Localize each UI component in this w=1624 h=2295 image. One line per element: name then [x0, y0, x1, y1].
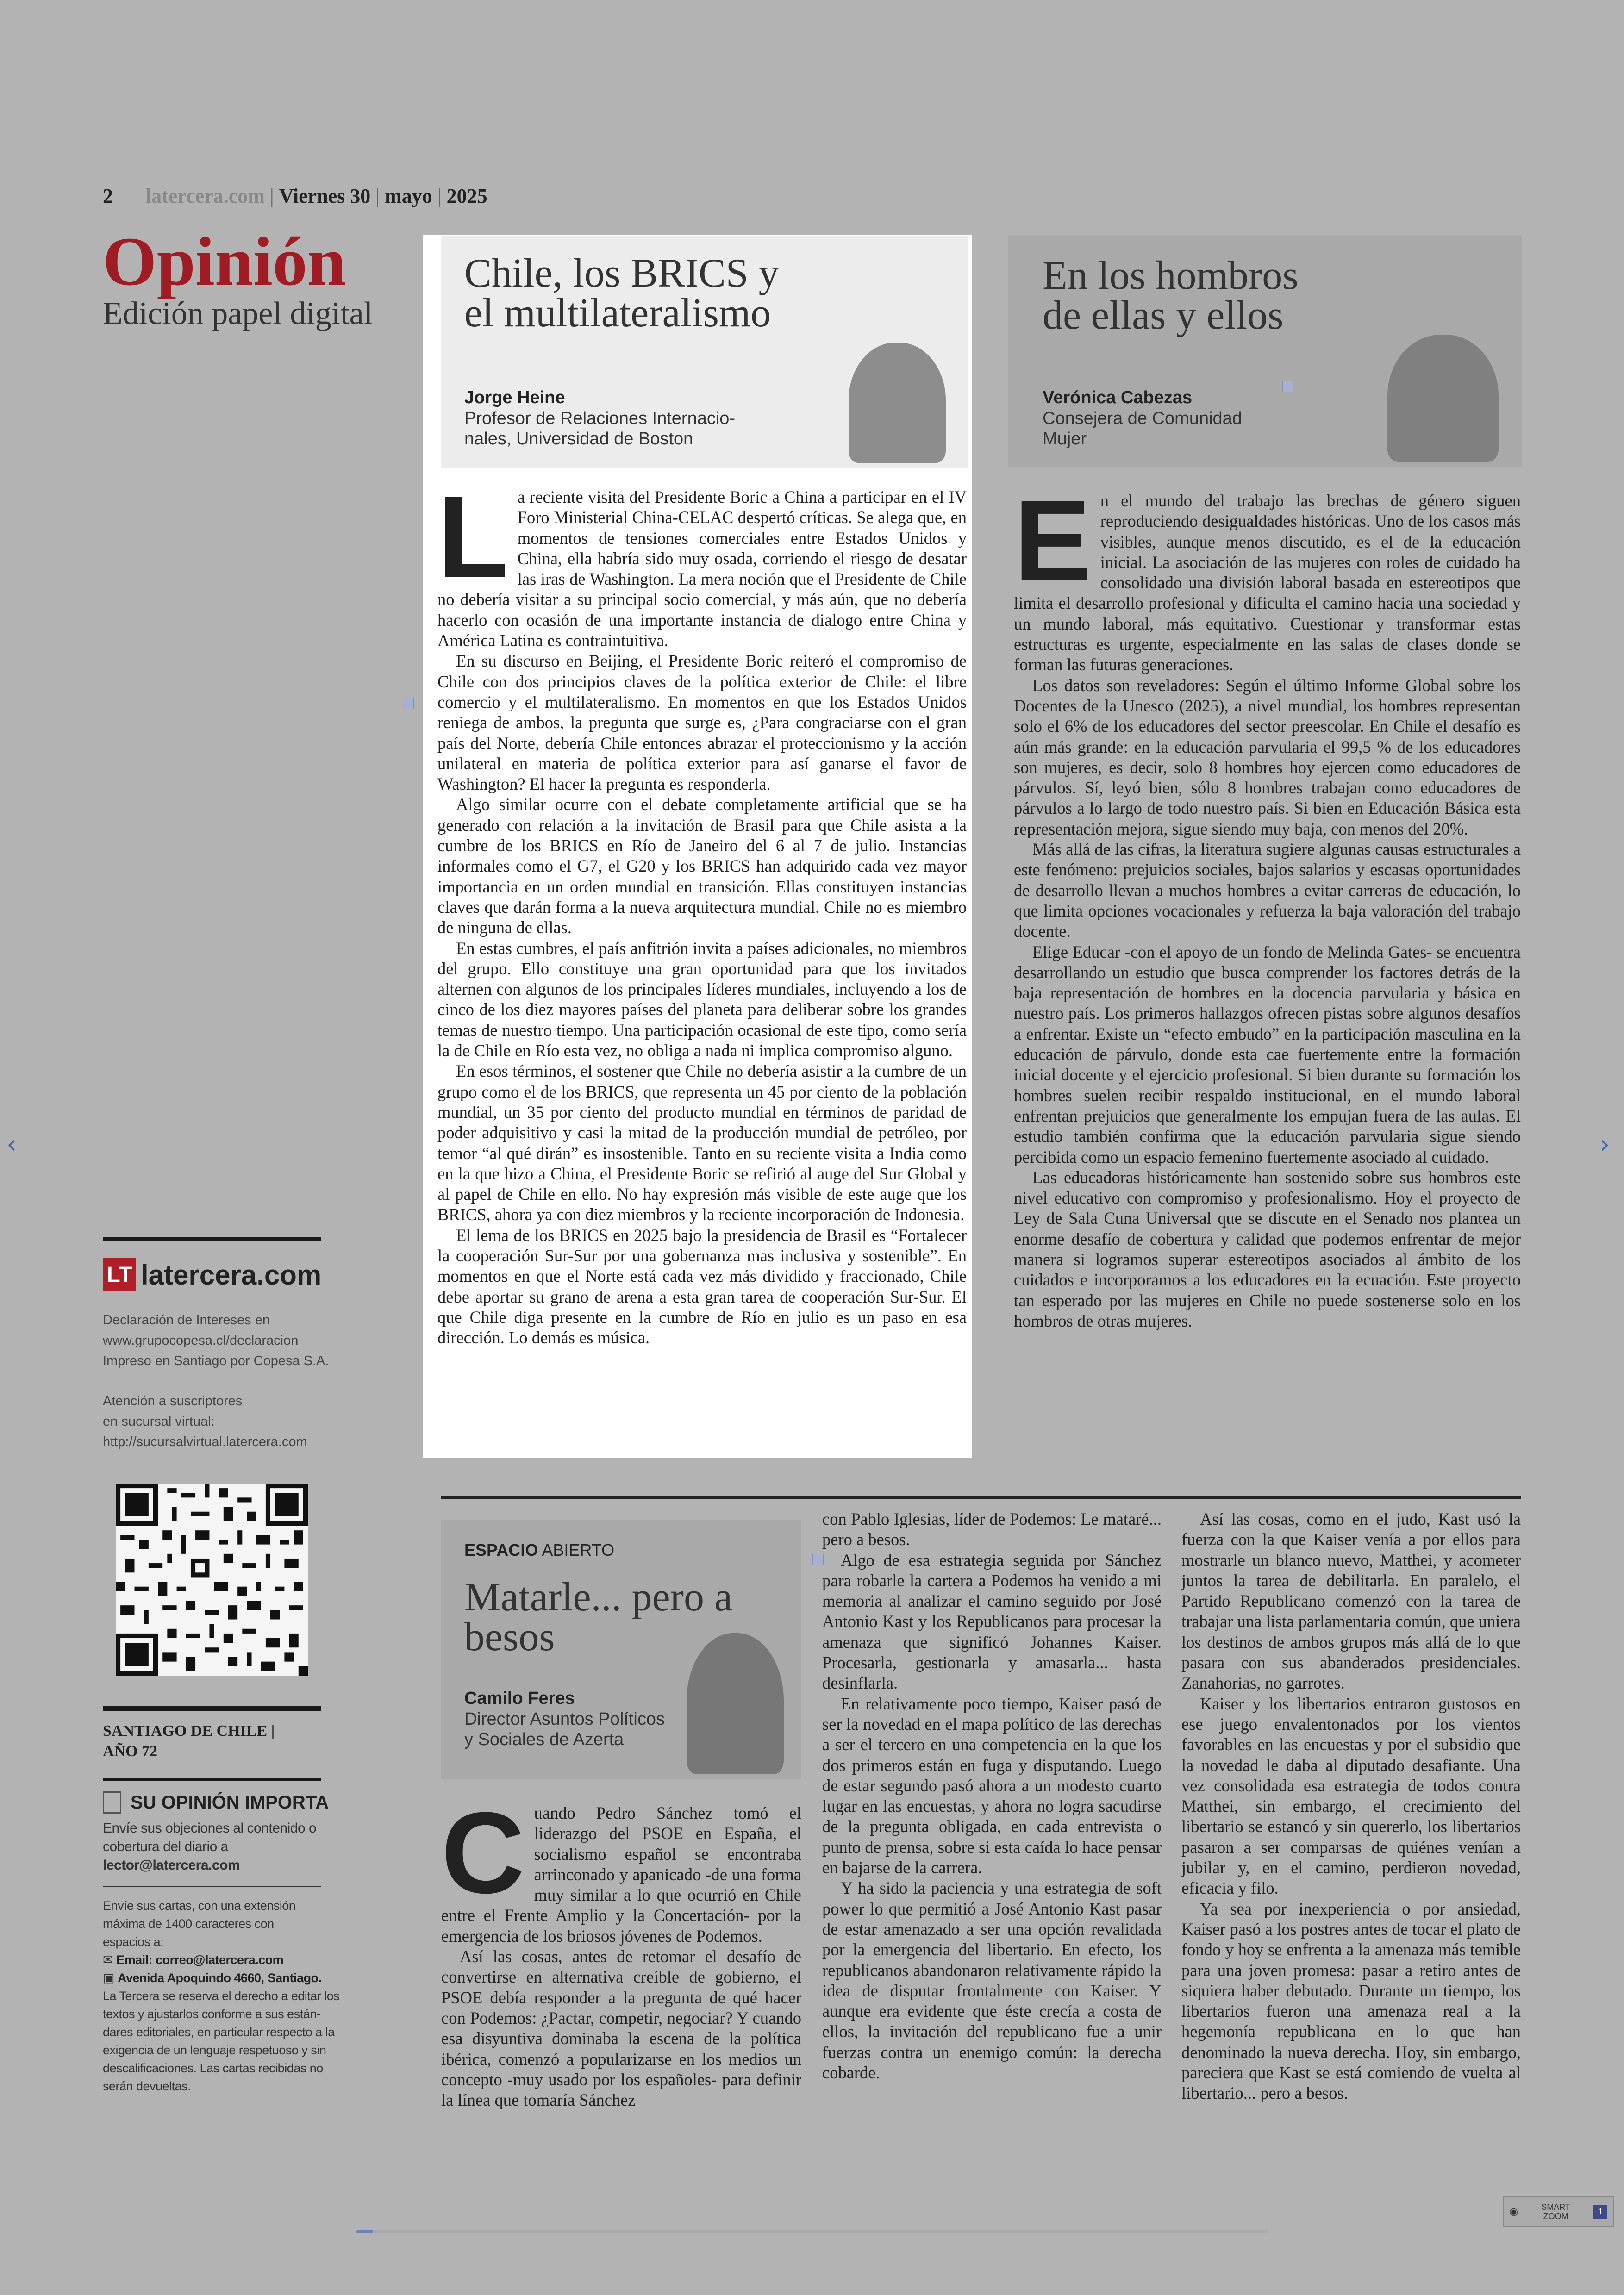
article-1-header	[441, 236, 968, 468]
qr-code-image	[116, 1484, 308, 1676]
smart-zoom-line: SMART	[1541, 2202, 1570, 2212]
role-line: nales, Universidad de Boston	[464, 429, 693, 449]
subscribers-line: en sucursal virtual:	[103, 1414, 215, 1429]
article-3-paragraph: En relativamente poco tiempo, Kaiser pasó de ser la novedad en el mapa político de las derechas a ser el tercero en una competencia en la que los dos primeros están en fuga y disputando. Luego de estar segundo pasó ahora a un modesto cuarto lugar en las encuestas, y ahora no logra sacudirse de la pregunta obligada, en cada entrevista o punto de prensa, sobre si esta caída lo hace pensar en bajarse de la carrera.	[822, 1694, 1162, 1877]
kicker-bold: ESPACIO	[464, 1540, 538, 1559]
title-line: En los hombros	[1043, 253, 1299, 298]
city-line: SANTIAGO DE CHILE |	[103, 1722, 275, 1740]
letters-line: máxima de 1400 caracteres con	[103, 1917, 274, 1931]
author-portrait-heine	[849, 343, 946, 463]
section-title: Opinión	[103, 223, 346, 300]
article-1-role	[464, 408, 735, 449]
qr-code	[116, 1484, 308, 1676]
declaration-link[interactable]: www.grupocopesa.cl/declaracion	[103, 1333, 299, 1348]
opinion-title	[103, 1791, 329, 1814]
article-2-author: Verónica Cabezas	[1043, 388, 1193, 407]
article-3-role	[464, 1709, 665, 1750]
scrollbar-thumb[interactable]	[356, 2230, 373, 2233]
article-1-body	[437, 472, 967, 1348]
horizontal-scrollbar[interactable]	[356, 2230, 1268, 2233]
declaration-line: Impreso en Santiago por Copesa S.A.	[103, 1353, 329, 1368]
article-2-paragraph: Los datos son reveladores: Según el último Informe Global sobre los Docentes de la Unesco (2025), a nivel mundial, los hombres representan solo el 6% de los educadores del sector preescolar. En Chile el desafío es aún más grande: en la educación parvularia el 99,5 % de los educadores son mujeres, es decir, solo 8 hombres hoy ejercen como educadores de párvulos. Sí, leyó bien, sólo 8 hombres trabajan como educadores de párvulos a lo largo de todo nuestro país. Si bien en Educación Básica esta representación mejora, sigue siendo muy baja, con menos del 20%.	[1014, 675, 1521, 838]
article-3-paragraph: Así las cosas, antes de retomar el desafío de convertirse en alternativa creíble de gobierno, el PSOE debía responder a la pregunta de qué hacer con Podemos: ¿Pactar, competir, negociar? Y cuando esa disyuntiva dominaba la escena de la política ibérica, comenzó a popularizarse en los medios un concepto -muy usado por los españoles- para definir la línea que tomaría Sánchez	[441, 1947, 801, 2110]
mail-icon: ✉	[103, 1953, 117, 1967]
role-line: Consejera de Comunidad	[1043, 409, 1242, 428]
annotation-marker[interactable]	[1282, 381, 1293, 392]
author-portrait-feres	[687, 1633, 784, 1774]
page-number: 2	[103, 185, 113, 207]
left-rule-thin	[103, 1886, 321, 1887]
left-rule-mid	[103, 1706, 321, 1711]
article-2-header	[1008, 235, 1522, 467]
article-3-author: Camilo Feres	[464, 1689, 575, 1708]
folio-year: 2025	[446, 185, 487, 207]
article-3-title	[464, 1575, 733, 1659]
section-subtitle: Edición papel digital	[103, 296, 373, 331]
article-1-paragraph: El lema de los BRICS en 2025 bajo la presidencia de Brasil es “Fortalecer la cooperación Sur-Sur por una gobernanza mas inclusiva y sostenible”. En momentos en que el Norte está cada vez más dividido y fraccionado, Chile debe aportar su grano de arena a esta gran tarea de cooperación Sur-Sur. El que Chile diga presente en la cumbre de Río en julio es un paso en esa dirección. Lo demás es música.	[437, 1225, 967, 1347]
rights-line: textos y ajustarlos conforme a sus están-	[103, 2007, 321, 2021]
article-2-paragraph: Más allá de las cifras, la literatura sugiere algunas causas estructurales a este fenómeno: prejuicios sociales, bajos salarios y escasas oportunidades de desarrollo llevan a muchos hombres a evitar carreras de educación, lo que limita opciones vocacionales y refuerza la baja valoración del trabajo docente.	[1014, 840, 1521, 941]
article-2-role	[1043, 408, 1242, 449]
letters-email-link[interactable]: Email: correo@latercera.com	[116, 1953, 284, 1967]
article-3-paragraph: Ya sea por inexperiencia o por ansiedad, Kaiser pasó a los postres antes de tocar el plato de fondo y hoy se enfrenta a la amenaza más temible para una joven promesa: pasar a retiro antes de siquiera haber debutado. Durante un tiempo, los libertarios fueron una amenaza real a la hegemonía republicana en lo que han denominado la nueva derecha. Hoy, sin embargo, pareciera que Kast se está comiendo de vuelta al libertario... pero a besos.	[1181, 1899, 1521, 2103]
article-3-lead: uando Pedro Sánchez tomó el liderazgo del PSOE en España, el socialismo español se encontraba arrinconado y apanicado -de una forma muy similar a lo que ocurrió en Chile entre el Frente Amplio y la Concertación- por la emergencia de los briosos jóvenes de Podemos.	[441, 1803, 801, 1946]
left-rule-low	[103, 1778, 321, 1781]
article-3-continuation: con Pablo Iglesias, líder de Podemos: Le mataré... pero a besos.	[822, 1509, 1162, 1549]
opinion-info	[103, 1819, 316, 1875]
opinion-line: Envíe sus objeciones al contenido o	[103, 1821, 317, 1836]
article-2-body	[1014, 476, 1521, 1331]
rights-line: serán devueltas.	[103, 2079, 191, 2093]
subscribers-block	[103, 1391, 307, 1452]
opinion-email-link[interactable]: lector@latercera.com	[103, 1858, 240, 1873]
article-3-paragraph: Kaiser y los libertarios entraron gustosos en ese juego envalentonados por los vientos favorables en las encuestas y por el subsidio que la novedad le daba al diputado desafiante. Una vez consolidada esa estrategia de todos contra Matthei, sin embargo, el crecimiento del libertario se estancó y sin quererlo, los libertarios pasaron a ser comparsas de quiénes venían a jubilar y, en el camino, perdieron novedad, eficacia y filo.	[1181, 1694, 1521, 1898]
section-divider	[441, 1496, 1521, 1499]
lt-logo-mark: LT	[103, 1258, 136, 1291]
role-line: Profesor de Relaciones Internacio-	[464, 409, 736, 428]
title-line: el multilateralismo	[464, 291, 771, 336]
annotation-marker[interactable]	[812, 1554, 824, 1565]
article-3-col-3	[1181, 1509, 1521, 2104]
opinion-line: cobertura del diario a	[103, 1839, 228, 1854]
zoom-page-indicator: 1	[1593, 2205, 1607, 2219]
article-3-paragraph: Así las cosas, como en el judo, Kast usó la fuerza con la que Kaiser venía a por ellos para mostrarle un blanco nuevo, Matthei, y acometer juntos la tarea de debilitarla. En paralelo, el Partido Republicano comenzó con la tarea de trabajar una lista parlamentaria común, que uniera los destinos de ambos grupos más allá de lo que pasara con sus abanderados presidenciales. Zanahorias, no garrotes.	[1181, 1509, 1521, 1693]
left-rule-top	[103, 1237, 321, 1241]
eye-icon: ◉	[1509, 2206, 1518, 2218]
article-2-dropcap: E	[1014, 476, 1091, 605]
subscribers-line: Atención a suscriptores	[103, 1394, 243, 1409]
title-line: Chile, los BRICS y	[464, 251, 779, 296]
opinion-title-text: SU OPINIÓN IMPORTA	[131, 1792, 329, 1813]
year-line: AÑO 72	[103, 1743, 158, 1760]
letters-line: espacios a:	[103, 1935, 164, 1949]
lt-logo-name: latercera.com	[141, 1259, 322, 1291]
prev-page-button[interactable]: ‹	[6, 1129, 17, 1160]
subscribers-link[interactable]: http://sucursalvirtual.latercera.com	[103, 1434, 307, 1449]
city-block	[103, 1721, 275, 1762]
article-3-paragraph: Algo de esa estrategia seguida por Sánchez para robarle la cartera a Podemos ha venido a mi memoria al analizar el camino seguido por José Antonio Kast y los Republicanos para procesar la amenaza que significó Johannes Kaiser. Procesarla, gestionarla y amasarla... hasta desinflarla.	[822, 1550, 1162, 1693]
next-page-button[interactable]: ›	[1599, 1129, 1610, 1160]
document-icon	[103, 1791, 121, 1814]
role-line: Mujer	[1043, 429, 1087, 449]
title-line: de ellas y ellos	[1043, 293, 1284, 338]
article-1-paragraph: Algo similar ocurre con el debate completamente artificial que se ha generado con relación a la invitación de Brasil para que Chile asista a la cumbre de los BRICS en Río de Janeiro del 6 al 7 de julio. Instancias informales como el G7, el G20 y los BRICS han adquirido cada vez mayor importancia en un orden mundial en transición. Ellas constituyen instancias claves que darán forma a la nueva arquitectura mundial. Chile no es miembro de ninguna de ellas.	[437, 795, 967, 937]
article-3-col-2	[822, 1509, 1162, 2083]
folio: 2 latercera.com | Viernes 30 | mayo | 2025	[103, 185, 487, 207]
rights-line: descalificaciones. Las cartas recibidas no	[103, 2061, 323, 2075]
role-line: Director Asuntos Políticos	[464, 1709, 665, 1729]
article-1-lead: a reciente visita del Presidente Boric a China a participar en el IV Foro Ministerial China-CELAC despertó críticas. Se alega que, en momentos de tensiones comerciales entre Estados Unidos y China, ella habría sido muy osada, corriendo el riesgo de desatar las iras de Washington. La mera noción que el Presidente de Chile no debería visitar a su principal socio comercial, y más aún, que no debería hacerlo con ocasión de una importante instancia de dialogo entre China y América Latina es contraintuitiva.	[437, 487, 967, 650]
declaration-block	[103, 1310, 329, 1371]
article-1-title	[464, 251, 779, 336]
article-2-paragraph: Las educadoras históricamente han sostenido sobre sus hombros este nivel educativo con compromiso y profesionalismo. Hoy el proyecto de Ley de Sala Cuna Universal que se discute en el Senado nos plantea un enorme desafío de cobertura y calidad que podemos enfrentar de mejor manera si logramos superar estereotipos asociados al ámbito de los cuidados e incorporamos a los educadores en la ecuación. Este proyecto tan esperado por las mujeres en Chile no puede sostenerse solo en los hombros de otras mujeres.	[1014, 1167, 1521, 1330]
author-portrait-cabezas	[1387, 335, 1499, 462]
article-1-paragraph: En esos términos, el sostener que Chile no debería asistir a la cumbre de un grupo como el de los BRICS, que representa un 45 por ciento de la población mundial, un 35 por ciento del producto mundial en términos de paridad de poder adquisitivo y casi la mitad de la producción mundial de petróleo, por temor “al qué dirán” es insostenible. Tanto en su reciente visita a India como en la que hizo a China, el Presidente Boric se refirió al auge del Sur Global y al papel de Chile en ello. No hay expresión más visible de este auge que los BRICS, ahora ya con diez miembros y la reciente incorporación de Indonesia.	[437, 1061, 967, 1224]
declaration-line: Declaración de Intereses en	[103, 1313, 270, 1328]
role-line: y Sociales de Azerta	[464, 1730, 624, 1749]
article-3-paragraph: Y ha sido la paciencia y una estrategia de soft power lo que permitió a José Antonio Kast pasar de estar amenazado a ser una opción revalidada por la emergencia del libertario. En efecto, los republicanos abandonaron relativamente rápido la idea de disputar frontalmente con Kaiser. Y aunque era evidente que éste crecía a costa de ellos, la invitación del republicano fue a unir fuerzas contra un enemigo común: la derecha cobarde.	[822, 1878, 1162, 2083]
article-2-title	[1043, 253, 1299, 338]
mailbox-icon: ▣	[103, 1971, 118, 1985]
title-line: Matarle... pero a	[464, 1575, 733, 1620]
article-3-header	[441, 1520, 801, 1779]
site-name: latercera.com	[146, 185, 265, 207]
folio-month: mayo	[385, 185, 432, 207]
article-3-col-1	[441, 1788, 801, 2110]
rights-line: La Tercera se reserva el derecho a editar los	[103, 1989, 340, 2003]
rights-line: exigencia de un lenguaje respetuoso y sin	[103, 2043, 326, 2057]
title-line: besos	[464, 1615, 555, 1659]
article-3-dropcap: C	[441, 1788, 525, 1917]
article-2-paragraph: Elige Educar -con el apoyo de un fondo de Melinda Gates- se encuentra desarrollando un estudio que busca comprender los factores detrás de la baja representación de hombres en la docencia parvularia y básica en nuestro país. Los primeros hallazgos ofrecen pistas sobre algunos desafíos a enfrentar. Existe un “efecto embudo” en la participación masculina en la educación de párvulo, donde esta cae fuertemente entre la formación inicial docente y el ejercicio profesional. Si bien durante su formación los hombres suelen recibir respaldo institucional, en el mundo laboral enfrentan prejuicios que generalmente los empujan fuera de las aulas. El estudio también confirma que la educación parvularia sigue siendo percibida como un espacio femenino fuertemente asociado al cuidado.	[1014, 942, 1521, 1166]
folio-day: Viernes 30	[279, 185, 371, 207]
article-1-author: Jorge Heine	[464, 388, 565, 407]
latercera-logo	[103, 1258, 321, 1291]
letters-info	[103, 1897, 339, 2095]
letters-address: Avenida Apoquindo 4660, Santiago.	[118, 1971, 322, 1985]
annotation-marker[interactable]	[403, 698, 414, 709]
smart-zoom-label	[1541, 2202, 1570, 2221]
article-1-paragraph: En estas cumbres, el país anfitrión invita a países adicionales, no miembros del grupo. Ello constituye una gran oportunidad para que los invitados alternen con algunos de los principales líderes mundiales, incluyendo a los de cinco de los diez mayores países del planeta para deliberar sobre los grandes temas de nuestro tiempo. Una participación ocasional de este tipo, como sería la de Chile en Río esta vez, no obliga a nada ni implica compromiso alguno.	[437, 938, 967, 1060]
article-2-lead: n el mundo del trabajo las brechas de género siguen reproduciendo desigualdades históricas. Uno de los casos más visibles, aunque menos discutido, es el de la educación inicial. La asociación de las mujeres con roles de cuidado ha consolidado una división laboral basada en estereotipos que limita el desarrollo profesional y dificulta el camino hacia una sociedad y un mundo laboral, más equitativo. Cuestionar y transformar estas estructuras es urgente, especialmente en las salas de clases donde se forman las futuras generaciones.	[1014, 491, 1521, 674]
article-1-dropcap: L	[437, 472, 508, 601]
kicker-rest: ABIERTO	[538, 1540, 615, 1559]
smart-zoom-button[interactable]	[1503, 2196, 1614, 2227]
article-1-paragraph: En su discurso en Beijing, el Presidente Boric reiteró el compromiso de Chile con dos principios claves de la política exterior de Chile: el libre comercio y el multilateralismo. En momentos en que los Estados Unidos reniega de ambos, la pregunta que surge es, ¿Para congraciarse con el gran país del Norte, debería Chile entonces abrazar el proteccionismo y la acción unilateral en materia de política exterior para así ganarse el favor de Washington? El hacer la pregunta es responderla.	[437, 651, 967, 794]
article-3-kicker	[464, 1540, 614, 1560]
rights-line: dares editoriales, en particular respecto a la	[103, 2025, 335, 2039]
letters-line: Envíe sus cartas, con una extensión	[103, 1899, 296, 1913]
smart-zoom-line: ZOOM	[1543, 2212, 1568, 2221]
